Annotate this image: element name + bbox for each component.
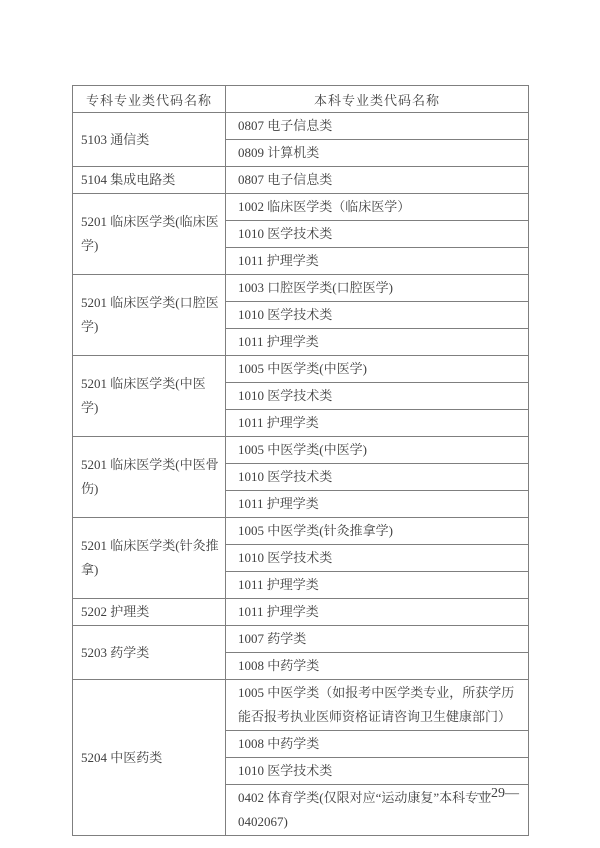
benke-category-cell: 1011 护理学类 <box>226 572 529 599</box>
table-body <box>73 113 529 836</box>
column-header-benke: 本科专业类代码名称 <box>226 86 529 113</box>
benke-category-cell: 1008 中药学类 <box>226 731 529 758</box>
page-number: —29— <box>477 786 519 801</box>
table-row <box>73 275 529 302</box>
table-row <box>73 680 529 731</box>
benke-category-cell: 1008 中药学类 <box>226 653 529 680</box>
major-mapping-table <box>72 85 529 836</box>
table-row <box>73 167 529 194</box>
table-row <box>73 437 529 464</box>
benke-category-cell: 0809 计算机类 <box>226 140 529 167</box>
zhuanke-category-cell: 5103 通信类 <box>73 113 226 167</box>
table-row <box>73 626 529 653</box>
benke-category-cell: 1005 中医学类(中医学) <box>226 356 529 383</box>
benke-category-cell: 1010 医学技术类 <box>226 758 529 785</box>
zhuanke-category-cell: 5201 临床医学类(中医骨伤) <box>73 437 226 518</box>
zhuanke-category-cell: 5203 药学类 <box>73 626 226 680</box>
benke-category-cell: 1010 医学技术类 <box>226 464 529 491</box>
column-header-zhuanke: 专科专业类代码名称 <box>73 86 226 113</box>
zhuanke-category-cell: 5201 临床医学类(针灸推拿) <box>73 518 226 599</box>
benke-category-cell: 1011 护理学类 <box>226 329 529 356</box>
table-row <box>73 194 529 221</box>
benke-category-cell: 1011 护理学类 <box>226 410 529 437</box>
benke-category-cell: 1011 护理学类 <box>226 491 529 518</box>
benke-category-cell: 1010 医学技术类 <box>226 383 529 410</box>
benke-category-cell: 0402 体育学类(仅限对应“运动康复”本科专业 0402067) <box>226 785 529 836</box>
benke-category-cell: 1010 医学技术类 <box>226 545 529 572</box>
zhuanke-category-cell: 5104 集成电路类 <box>73 167 226 194</box>
zhuanke-category-cell: 5201 临床医学类(中医学) <box>73 356 226 437</box>
table-row <box>73 599 529 626</box>
zhuanke-category-cell: 5202 护理类 <box>73 599 226 626</box>
benke-category-cell: 1005 中医学类(针灸推拿学) <box>226 518 529 545</box>
benke-category-cell: 1011 护理学类 <box>226 248 529 275</box>
benke-category-cell: 1002 临床医学类（临床医学） <box>226 194 529 221</box>
benke-category-cell: 1010 医学技术类 <box>226 221 529 248</box>
benke-category-cell: 1011 护理学类 <box>226 599 529 626</box>
benke-category-cell: 1003 口腔医学类(口腔医学) <box>226 275 529 302</box>
benke-category-cell: 0807 电子信息类 <box>226 167 529 194</box>
table-header-row <box>73 86 529 113</box>
benke-category-cell: 0807 电子信息类 <box>226 113 529 140</box>
table-row <box>73 356 529 383</box>
benke-category-cell: 1007 药学类 <box>226 626 529 653</box>
zhuanke-category-cell: 5201 临床医学类(口腔医学) <box>73 275 226 356</box>
table-row <box>73 518 529 545</box>
benke-category-cell: 1005 中医学类(中医学) <box>226 437 529 464</box>
zhuanke-category-cell: 5201 临床医学类(临床医学) <box>73 194 226 275</box>
zhuanke-category-cell: 5204 中医药类 <box>73 680 226 836</box>
benke-category-cell: 1005 中医学类（如报考中医学类专业，所获学历能否报考执业医师资格证请咨询卫生健康部门） <box>226 680 529 731</box>
benke-category-cell: 1010 医学技术类 <box>226 302 529 329</box>
table-row <box>73 113 529 140</box>
